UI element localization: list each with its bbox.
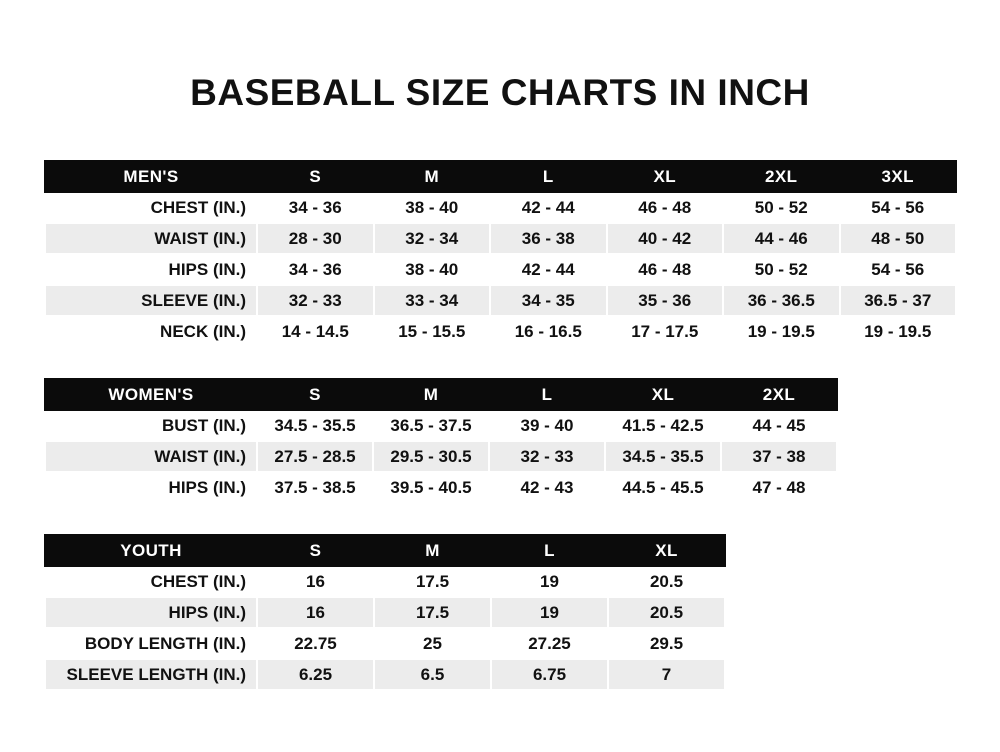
table-header-row [45,161,956,192]
row-header: HIPS (IN.) [45,472,257,503]
table-cell: 34.5 - 35.5 [257,410,373,441]
column-header: 3XL [840,161,957,192]
table-cell: 16 [257,597,374,628]
row-header: WAIST (IN.) [45,223,257,254]
column-header: S [257,535,374,566]
table-cell: 40 - 42 [607,223,724,254]
table-cell: 54 - 56 [840,254,957,285]
table-cell: 34 - 36 [257,254,374,285]
column-header: 2XL [721,379,837,410]
table-cell: 54 - 56 [840,192,957,223]
table-cell: 39.5 - 40.5 [373,472,489,503]
column-header: S [257,161,374,192]
table-row [45,441,837,472]
column-header: M [373,379,489,410]
column-header: XL [608,535,725,566]
table-cell: 36 - 36.5 [723,285,840,316]
table-cell: 29.5 [608,628,725,659]
table-cell: 37.5 - 38.5 [257,472,373,503]
table-row [45,628,725,659]
table-cell: 42 - 44 [490,254,607,285]
table-cell: 44 - 45 [721,410,837,441]
column-header: L [490,161,607,192]
table-row [45,316,956,347]
row-header: BUST (IN.) [45,410,257,441]
table-row [45,566,725,597]
table-cell: 32 - 34 [374,223,491,254]
row-header: CHEST (IN.) [45,192,257,223]
row-header: SLEEVE LENGTH (IN.) [45,659,257,690]
table-cell: 27.5 - 28.5 [257,441,373,472]
table-cell: 25 [374,628,491,659]
table-cell: 50 - 52 [723,192,840,223]
table-row [45,410,837,441]
table-cell: 27.25 [491,628,608,659]
table-header-row [45,535,725,566]
table-cell: 14 - 14.5 [257,316,374,347]
table-cell: 36 - 38 [490,223,607,254]
table-row [45,597,725,628]
table-cell: 32 - 33 [257,285,374,316]
row-header: CHEST (IN.) [45,566,257,597]
table-cell: 28 - 30 [257,223,374,254]
column-header: M [374,161,491,192]
table-cell: 48 - 50 [840,223,957,254]
row-header: SLEEVE (IN.) [45,285,257,316]
column-header: L [489,379,605,410]
charts-container [0,160,1000,691]
table-row [45,254,956,285]
table-cell: 44.5 - 45.5 [605,472,721,503]
table-cell: 42 - 43 [489,472,605,503]
table-cell: 19 [491,597,608,628]
column-header: MEN'S [45,161,257,192]
womens-size-chart [44,378,838,504]
column-header: 2XL [723,161,840,192]
table-cell: 19 - 19.5 [840,316,957,347]
table-cell: 20.5 [608,566,725,597]
column-header: WOMEN'S [45,379,257,410]
row-header: BODY LENGTH (IN.) [45,628,257,659]
table-cell: 7 [608,659,725,690]
table-cell: 6.5 [374,659,491,690]
table-cell: 6.75 [491,659,608,690]
table-cell: 17.5 [374,597,491,628]
table-cell: 33 - 34 [374,285,491,316]
table-cell: 46 - 48 [607,192,724,223]
page-title: BASEBALL SIZE CHARTS IN INCH [190,72,810,113]
row-header: HIPS (IN.) [45,597,257,628]
column-header: S [257,379,373,410]
column-header: YOUTH [45,535,257,566]
table-cell: 34 - 35 [490,285,607,316]
table-cell: 16 - 16.5 [490,316,607,347]
table-cell: 46 - 48 [607,254,724,285]
table-cell: 20.5 [608,597,725,628]
table-cell: 36.5 - 37 [840,285,957,316]
row-header: WAIST (IN.) [45,441,257,472]
table-cell: 32 - 33 [489,441,605,472]
table-row [45,192,956,223]
table-cell: 36.5 - 37.5 [373,410,489,441]
table-cell: 35 - 36 [607,285,724,316]
table-cell: 42 - 44 [490,192,607,223]
table-row [45,472,837,503]
table-cell: 34.5 - 35.5 [605,441,721,472]
table-header-row [45,379,837,410]
column-header: XL [607,161,724,192]
table-cell: 37 - 38 [721,441,837,472]
table-row [45,223,956,254]
table-cell: 39 - 40 [489,410,605,441]
table-cell: 38 - 40 [374,192,491,223]
table-cell: 15 - 15.5 [374,316,491,347]
table-row [45,285,956,316]
table-cell: 22.75 [257,628,374,659]
mens-size-chart [44,160,957,348]
table-cell: 38 - 40 [374,254,491,285]
row-header: NECK (IN.) [45,316,257,347]
row-header: HIPS (IN.) [45,254,257,285]
table-cell: 19 - 19.5 [723,316,840,347]
table-cell: 50 - 52 [723,254,840,285]
table-cell: 29.5 - 30.5 [373,441,489,472]
table-cell: 41.5 - 42.5 [605,410,721,441]
table-cell: 6.25 [257,659,374,690]
table-cell: 16 [257,566,374,597]
table-cell: 34 - 36 [257,192,374,223]
youth-size-chart [44,534,726,691]
table-cell: 17 - 17.5 [607,316,724,347]
column-header: M [374,535,491,566]
column-header: XL [605,379,721,410]
table-cell: 44 - 46 [723,223,840,254]
table-cell: 47 - 48 [721,472,837,503]
table-row [45,659,725,690]
table-cell: 19 [491,566,608,597]
column-header: L [491,535,608,566]
table-cell: 17.5 [374,566,491,597]
